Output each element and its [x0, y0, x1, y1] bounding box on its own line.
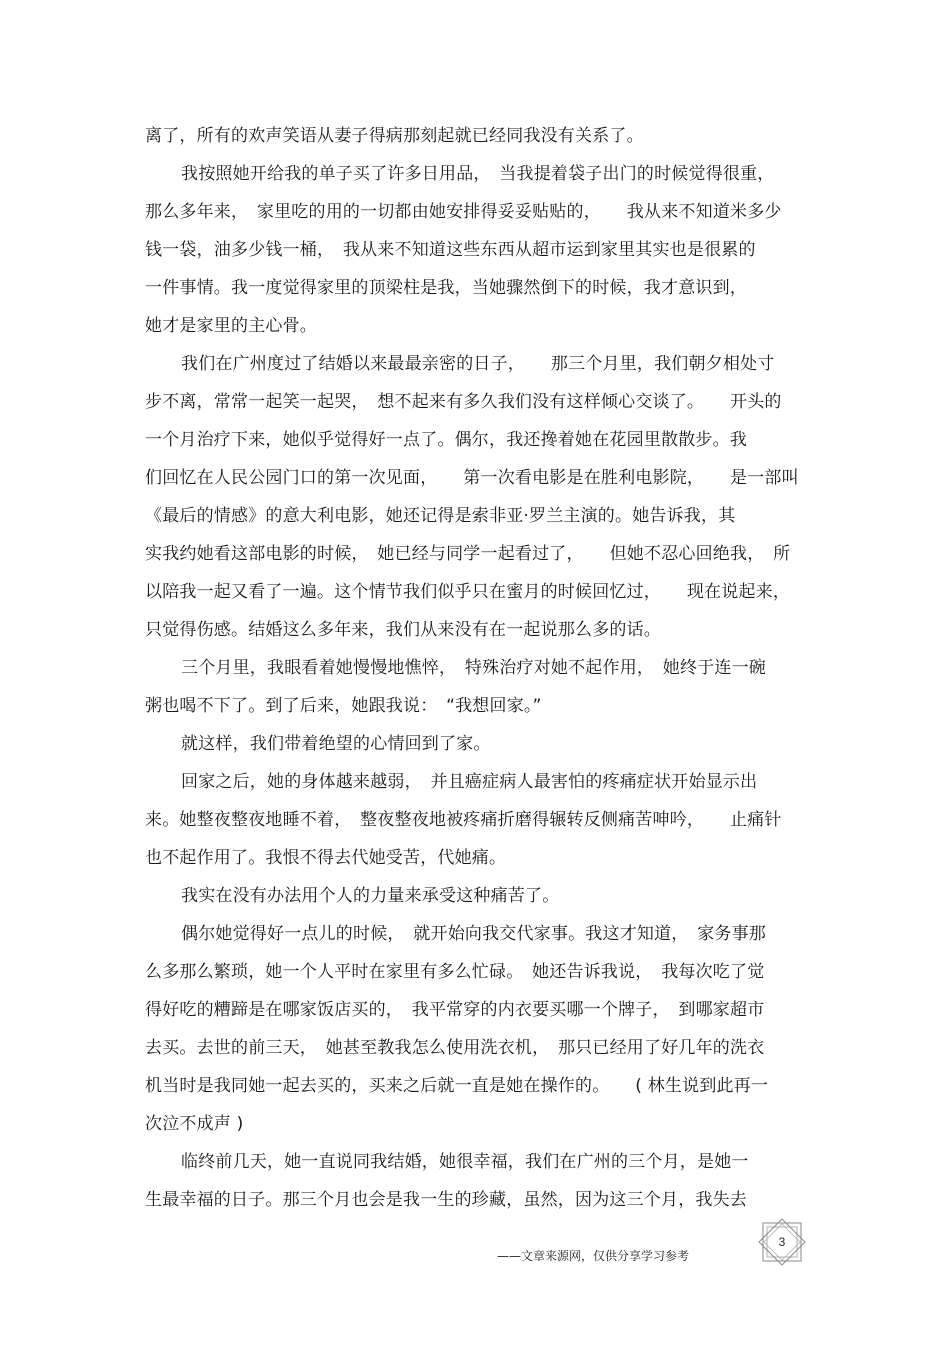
- text-line: 一件事情。我一度觉得家里的顶梁柱是我，当她骤然倒下的时候，我才意识到，: [145, 278, 747, 298]
- text-line: 只觉得伤感。结婚这么多年来，我们从来没有在一起说那么多的话。: [145, 620, 661, 640]
- text-line: 我实在没有办法用个人的力量来承受这种痛苦了。: [181, 886, 560, 906]
- text-line: 次泣不成声 ): [145, 1114, 244, 1134]
- text-line: 也不起作用了。我恨不得去代她受苦，代她痛。: [145, 848, 507, 868]
- text-line: 们回忆在人民公园门口的第一次见面， 第一次看电影是在胜利电影院， 是一部叫: [145, 468, 799, 488]
- text-line: 生最幸福的日子。那三个月也会是我一生的珍藏，虽然，因为这三个月，我失去: [145, 1190, 747, 1210]
- page-number: 3: [778, 1235, 786, 1249]
- text-line: 去买。去世的前三天， 她甚至教我怎么使用洗衣机， 那只已经用了好几年的洗衣: [145, 1038, 765, 1058]
- text-line: 么多那么繁琐，她一个人平时在家里有多么忙碌。 她还告诉我说， 我每次吃了觉: [145, 962, 765, 982]
- text-line: 粥也喝不下了。到了后来，她跟我说： “我想回家。”: [145, 696, 542, 716]
- text-line: 就这样，我们带着绝望的心情回到了家。: [181, 734, 491, 754]
- text-line: 离了，所有的欢声笑语从妻子得病那刻起就已经同我没有关系了。: [145, 126, 644, 146]
- text-line: 她才是家里的主心骨。: [145, 316, 317, 336]
- source-note: ——文章来源网，仅供分享学习参考: [497, 1249, 690, 1263]
- text-line: 一个月治疗下来，她似乎觉得好一点了。偶尔，我还搀着她在花园里散散步。我: [145, 430, 747, 450]
- text-line: 那么多年来， 家里吃的用的一切都由她安排得妥妥贴贴的， 我从来不知道米多少: [145, 202, 782, 222]
- text-line: 来。她整夜整夜地睡不着， 整夜整夜地被疼痛折磨得辗转反侧痛苦呻吟， 止痛针: [145, 810, 782, 830]
- text-line: 得好吃的糟蹄是在哪家饭店买的， 我平常穿的内衣要买哪一个牌子， 到哪家超市: [145, 1000, 765, 1020]
- text-line: 我们在广州度过了结婚以来最最亲密的日子， 那三个月里，我们朝夕相处寸: [181, 354, 775, 374]
- text-line: 《最后的情感》的意大利电影，她还记得是索非亚·罗兰主演的。她告诉我，其: [145, 506, 736, 526]
- text-line: 三个月里，我眼看着她慢慢地憔悴， 特殊治疗对她不起作用， 她终于连一碗: [181, 658, 766, 678]
- text-line: 回家之后，她的身体越来越弱， 并且癌症病人最害怕的疼痛症状开始显示出: [181, 772, 758, 792]
- page-number-badge: [757, 1218, 807, 1266]
- text-line: 实我约她看这部电影的时候， 她已经与同学一起看过了， 但她不忍心回绝我， 所: [145, 544, 791, 564]
- text-line: 钱一袋，油多少钱一桶， 我从来不知道这些东西从超市运到家里其实也是很累的: [145, 240, 756, 260]
- text-line: 以陪我一起又看了一遍。这个情节我们似乎只在蜜月的时候回忆过， 现在说起来，: [145, 582, 791, 602]
- text-line: 我按照她开给我的单子买了许多日用品， 当我提着袋子出门的时候觉得很重，: [181, 164, 775, 184]
- text-line: 偶尔她觉得好一点儿的时候， 就开始向我交代家事。我这才知道， 家务事那: [181, 924, 766, 944]
- text-line: 临终前几天，她一直说同我结婚，她很幸福，我们在广州的三个月，是她一: [181, 1152, 749, 1172]
- text-line: 步不离，常常一起笑一起哭， 想不起来有多久我们没有这样倾心交谈了。 开头的: [145, 392, 782, 412]
- text-line: 机当时是我同她一起去买的，买来之后就一直是她在操作的。 ( 林生说到此再一: [145, 1076, 769, 1096]
